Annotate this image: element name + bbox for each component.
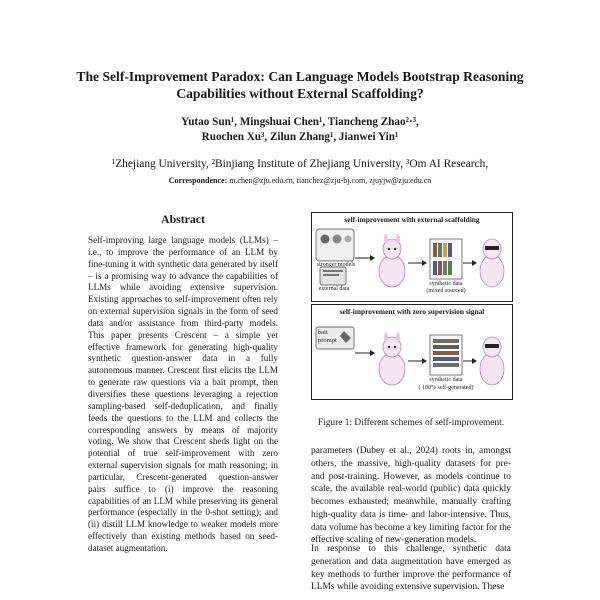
right-column-paragraph-1: parameters (Dubey et al., 2024) roots in, amongst others, the massive, high-quality datasets for pre- and post-training. However, as models continue to scale, the available real-world (public) data quickly becomes exhausted; meanwhile, manually crafting high-quality data is time- and labor-intensive. Thus, data volume has become a key limiting factor for the effective scaling of new-generation models. — [311, 446, 511, 546]
figure-1 — [311, 212, 511, 398]
label-mixed-sourced: (mixed sourced) — [426, 288, 466, 294]
figure-caption: Figure 1: Different schemes of self-improvement. — [317, 418, 505, 428]
panel-zero-illustration — [312, 305, 512, 399]
figure-panel-zero-supervision — [311, 304, 513, 400]
author-list — [40, 115, 560, 145]
figure-panel-external — [311, 212, 513, 302]
paper-title: The Self-Improvement Paradox: Can Language Models Bootstrap Reasoning Capabilities without External Scaffolding? — [76, 69, 524, 101]
label-external-data: external data — [318, 286, 350, 292]
authors-line-2: Ruochen Xu³, Zilun Zhang¹, Jianwei Yin¹ — [201, 131, 399, 143]
abstract-body: Self-improving large language models (LLMs) – i.e., to improve the performance of an LLM by fine-tuning it with synthetic data generated by itself – is a promising way to advance the capabilities of LLMs while avoiding extensive supervision. Existing approaches to self-improvement often rely on external supervision signals in the form of seed data and/or assistance from third-party models. This paper presents Crescent – a simple yet effective framework for generating high-quality synthetic question-answer data in a fully autonomous manner. Crescent first elicits the LLM to generate raw questions via a bait prompt, then diversifies these questions leveraging a rejection sampling-based self-deduplication, and finally feeds the questions to the LLM and collects the corresponding answers by means of majority voting. We show that Crescent sheds light on the potential of true self-improvement with zero external supervision signals for math reasoning; in particular, Crescent-generated question-answer pairs suffice to (i) improve the reasoning capabilities of an LLM while preserving its general performance (especially in the 0-shot setting); and (ii) distill LLM knowledge to weaker models more effectively than existing methods based on seed-dataset augmentation. — [88, 235, 278, 553]
abstract-heading: Abstract — [161, 212, 205, 226]
right-column-paragraph-2: In response to this challenge, synthetic data generation and data augmentation have emerged as key methods to further improve the performance of LLMs while avoiding extensive supervision. These — [311, 544, 511, 593]
correspondence-emails: m.chen@zju.edu.cn, tianchez@zju-bj.com, zjuyjw@zju.edu.cn — [229, 176, 432, 185]
correspondence-label: Correspondence: — [168, 176, 228, 185]
label-synthetic-data: synthetic data — [429, 281, 463, 287]
authors-line-1: Yutao Sun¹, Mingshuai Chen¹, Tiancheng Zhao²·³, — [181, 116, 419, 128]
label-self-generated: ( 100% self-generated) — [418, 385, 474, 391]
label-stronger-models: stronger models — [316, 262, 356, 268]
affiliations: ¹Zhejiang University, ²Binjiang Institute of Zhejiang University, ³Om AI Research, — [111, 158, 489, 170]
panel-title-external: self-improvement with external scaffolding — [344, 215, 480, 224]
label-synthetic-data-2: synthetic data — [429, 377, 463, 383]
panel-title-zero-supervision: self-improvement with zero supervision signal — [339, 307, 485, 316]
correspondence — [40, 176, 560, 186]
label-bait: bait — [318, 329, 328, 336]
label-prompt: prompt — [318, 337, 337, 344]
